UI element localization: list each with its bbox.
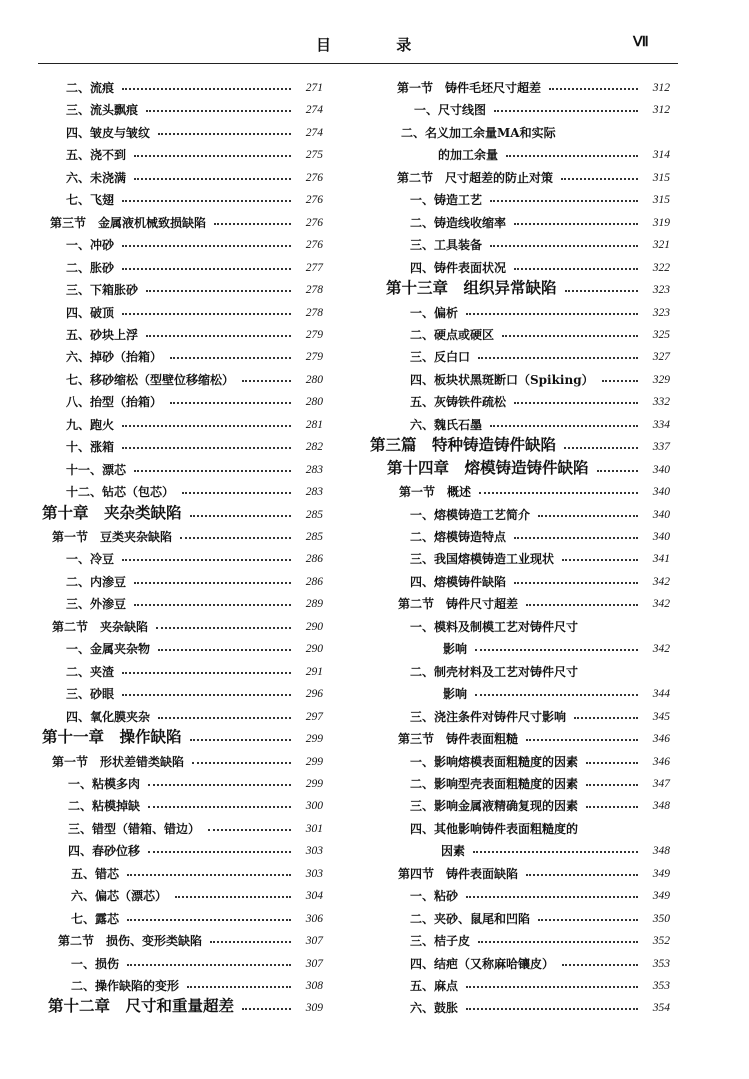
toc-entry-title: 三、砂眼 bbox=[66, 687, 115, 702]
toc-entry-page-number: 315 bbox=[652, 194, 670, 207]
leader-dots bbox=[490, 425, 638, 427]
toc-entry-page-number: 301 bbox=[305, 822, 323, 835]
leader-dots bbox=[478, 357, 638, 359]
toc-entry-page-number: 276 bbox=[305, 239, 323, 252]
toc-entry-page-number: 349 bbox=[652, 890, 670, 903]
toc-entry-page-number: 344 bbox=[652, 688, 670, 701]
toc-entry-title: 九、跑火 bbox=[66, 417, 115, 432]
toc-entry bbox=[0, 820, 749, 842]
toc-entry-title: 第二节 损伤、变形类缺陷 bbox=[58, 934, 203, 949]
toc-entry-title: 七、露芯 bbox=[71, 911, 120, 926]
toc-entry-title: 二、胀砂 bbox=[66, 260, 115, 275]
toc-entry bbox=[0, 169, 749, 191]
toc-entry-title: 二、硬点或硬区 bbox=[410, 327, 495, 342]
toc-entry-title: 第十四章 熔模铸造铸件缺陷 bbox=[387, 457, 589, 477]
toc-entry bbox=[0, 393, 749, 415]
toc-entry-title: 第三节 铸件表面粗糙 bbox=[398, 732, 519, 747]
toc-entry-title: 一、粘砂 bbox=[410, 889, 459, 904]
toc-entry-title: 第一节 概述 bbox=[399, 485, 472, 500]
toc-entry-title: 三、外渗豆 bbox=[66, 597, 127, 612]
leader-dots bbox=[538, 919, 638, 921]
toc-entry-title: 三、桔子皮 bbox=[410, 934, 471, 949]
toc-entry bbox=[0, 573, 749, 595]
leader-dots bbox=[479, 492, 638, 494]
leader-dots bbox=[466, 896, 638, 898]
toc-entry-page-number: 303 bbox=[305, 845, 323, 858]
toc-entry bbox=[0, 910, 749, 932]
toc-entry bbox=[0, 279, 749, 301]
toc-entry-page-number: 325 bbox=[652, 328, 670, 341]
toc-entry-title: 三、流头飘痕 bbox=[66, 103, 139, 118]
toc-entry-page-number: 347 bbox=[652, 777, 670, 790]
toc-entry-page-number: 286 bbox=[305, 575, 323, 588]
leader-dots bbox=[562, 964, 638, 966]
toc-entry bbox=[0, 146, 749, 168]
toc-entry-page-number: 286 bbox=[305, 553, 323, 566]
toc-entry bbox=[0, 101, 749, 123]
toc-entry bbox=[0, 528, 749, 550]
page-title: 目 录 bbox=[316, 36, 442, 54]
toc-entry-title: 六、掉砂（抬箱） bbox=[66, 350, 163, 365]
toc-entry-title: 四、皱皮与皱纹 bbox=[66, 125, 151, 140]
toc-entry-title: 一、铸造工艺 bbox=[410, 193, 483, 208]
toc-entry-title: 第二节 铸件尺寸超差 bbox=[398, 597, 519, 612]
toc-entry-title: 第一节 形状差错类缺陷 bbox=[52, 754, 185, 769]
toc-entry-title: 五、麻点 bbox=[410, 979, 459, 993]
toc-entry bbox=[0, 977, 749, 999]
toc-entry-title: 的加工余量 bbox=[438, 148, 499, 163]
toc-entry-title: 一、冲砂 bbox=[66, 238, 115, 253]
toc-entry-page-number: 323 bbox=[652, 306, 670, 319]
toc-entry-title: 第四节 铸件表面缺陷 bbox=[398, 866, 519, 881]
toc-entry-title: 四、板块状黑斑断口（Spiking） bbox=[410, 372, 594, 387]
toc-entry-page-number: 289 bbox=[305, 598, 323, 611]
toc-entry-title: 三、下箱胀砂 bbox=[66, 283, 139, 298]
toc-entry-title: 第十一章 操作缺陷 bbox=[42, 727, 182, 747]
toc-entry-page-number: 283 bbox=[305, 486, 323, 499]
toc-entry bbox=[0, 459, 749, 481]
toc-entry-page-number: 304 bbox=[305, 890, 323, 903]
leader-dots bbox=[586, 784, 638, 786]
toc-entry bbox=[0, 932, 749, 954]
toc-entry-title: 七、飞翅 bbox=[66, 193, 115, 208]
toc-entry-title: 六、鼓胀 bbox=[410, 1001, 459, 1016]
toc-entry bbox=[0, 887, 749, 909]
toc-entry-page-number: 307 bbox=[305, 957, 323, 970]
toc-entry-page-number: 283 bbox=[305, 463, 323, 476]
toc-entry-title: 四、铸件表面状况 bbox=[410, 260, 507, 275]
toc-entry bbox=[0, 214, 749, 236]
toc-entry-title: 一、偏析 bbox=[410, 305, 459, 320]
toc-entry-title: 二、制壳材料及工艺对铸件尺寸 bbox=[410, 664, 579, 679]
toc-entry-page-number: 342 bbox=[652, 575, 670, 588]
toc-entry-title: 三、工具装备 bbox=[410, 238, 483, 253]
toc-entry-page-number: 275 bbox=[305, 149, 323, 162]
toc-entry-page-number: 309 bbox=[305, 1002, 323, 1015]
toc-entry-page-number: 342 bbox=[652, 643, 670, 656]
toc-entry-page-number: 291 bbox=[305, 665, 323, 678]
toc-entry-page-number: 342 bbox=[652, 598, 670, 611]
leader-dots bbox=[597, 470, 638, 472]
toc-entry-page-number: 340 bbox=[652, 531, 670, 543]
toc-entry-page-number: 280 bbox=[305, 373, 323, 386]
leader-dots bbox=[561, 178, 638, 180]
toc-entry-page-number: 322 bbox=[652, 261, 670, 274]
toc-entry-page-number: 352 bbox=[652, 935, 670, 948]
toc-entry-page-number: 345 bbox=[652, 710, 670, 723]
leader-dots bbox=[514, 582, 638, 584]
toc-entry-title: 第一节 铸件毛坯尺寸超差 bbox=[397, 81, 542, 95]
toc-entry bbox=[0, 348, 749, 370]
toc-entry-title: 第十三章 组织异常缺陷 bbox=[386, 278, 557, 298]
toc-entry-title: 七、移砂缩松（型壁位移缩松） bbox=[66, 372, 235, 387]
toc-entry-title: 二、影响型壳表面粗糙度的因素 bbox=[410, 776, 579, 791]
toc-entry-page-number: 297 bbox=[305, 710, 323, 723]
toc-entry-page-number: 285 bbox=[305, 508, 323, 521]
leader-dots bbox=[514, 268, 638, 270]
toc-entry-title: 一、影响熔模表面粗糙度的因素 bbox=[410, 754, 579, 769]
toc-entry-page-number: 279 bbox=[305, 351, 323, 364]
toc-entry-title: 二、操作缺陷的变形 bbox=[71, 979, 180, 993]
toc-entry-title: 四、熔模铸件缺陷 bbox=[410, 574, 507, 589]
toc-entry-title: 四、其他影响铸件表面粗糙度的 bbox=[410, 821, 579, 836]
leader-dots bbox=[574, 717, 638, 719]
toc-entry bbox=[0, 304, 749, 326]
toc-entry-page-number: 340 bbox=[652, 486, 670, 499]
toc-entry-title: 六、未浇满 bbox=[66, 170, 127, 185]
toc-entry bbox=[0, 483, 749, 505]
toc-entry-title: 二、粘模掉缺 bbox=[68, 799, 141, 814]
leader-dots bbox=[502, 335, 638, 337]
toc-entry-title: 第三篇 特种铸造铸件缺陷 bbox=[370, 435, 557, 455]
toc-entry-title: 六、偏芯（漂芯） bbox=[71, 889, 168, 904]
leader-dots bbox=[602, 380, 638, 382]
leader-dots bbox=[490, 245, 638, 247]
toc-entry bbox=[0, 502, 749, 528]
toc-entry-title: 六、魏氏石墨 bbox=[410, 417, 483, 432]
toc-entry-page-number: 340 bbox=[652, 508, 670, 521]
toc-entry bbox=[0, 663, 749, 685]
toc-entry-title: 因素 bbox=[441, 844, 466, 859]
toc-entry-title: 第一节 豆类夹杂缺陷 bbox=[52, 530, 173, 544]
toc-entry-title: 三、影响金属液精确复现的因素 bbox=[410, 799, 579, 814]
toc-entry-page-number: 276 bbox=[305, 216, 323, 229]
toc-entry-page-number: 290 bbox=[305, 620, 323, 633]
toc-entry-title: 一、熔模铸造工艺简介 bbox=[410, 507, 531, 522]
toc-entry-title: 影响 bbox=[443, 642, 468, 657]
leader-dots bbox=[562, 559, 638, 561]
toc-entry-title: 三、浇注条件对铸件尺寸影响 bbox=[410, 709, 567, 724]
toc-entry-page-number: 307 bbox=[305, 935, 323, 948]
leader-dots bbox=[473, 851, 638, 853]
toc-entry-title: 一、粘模多肉 bbox=[68, 776, 141, 791]
toc-entry-page-number: 308 bbox=[305, 980, 323, 992]
toc-entry-page-number: 340 bbox=[652, 463, 670, 476]
toc-entry bbox=[0, 618, 749, 640]
toc-entry-page-number: 353 bbox=[652, 957, 670, 970]
toc-entry-page-number: 337 bbox=[652, 441, 670, 454]
toc-entry bbox=[0, 955, 749, 977]
toc-entry bbox=[0, 640, 749, 662]
toc-entry-page-number: 312 bbox=[652, 104, 670, 117]
toc-entry-title: 三、我国熔模铸造工业现状 bbox=[410, 552, 555, 567]
toc-entry-page-number: 348 bbox=[652, 800, 670, 813]
toc-entry bbox=[0, 996, 749, 1021]
toc-entry-page-number: 285 bbox=[305, 531, 323, 543]
leader-dots bbox=[506, 155, 638, 157]
toc-entry-page-number: 327 bbox=[652, 351, 670, 364]
toc-entry-title: 四、春砂位移 bbox=[68, 844, 141, 859]
leader-dots bbox=[586, 806, 638, 808]
toc-entry-page-number: 314 bbox=[652, 149, 670, 162]
toc-entry-title: 二、名义加工余量MA和实际 bbox=[401, 125, 556, 140]
leader-dots bbox=[490, 200, 638, 202]
leader-dots bbox=[475, 649, 638, 651]
toc-entry-title: 一、损伤 bbox=[71, 956, 120, 971]
toc-entry bbox=[0, 326, 749, 348]
leader-dots bbox=[478, 941, 638, 943]
toc-entry bbox=[0, 727, 749, 752]
toc-entry-title: 一、金属夹杂物 bbox=[66, 642, 151, 657]
toc-entry bbox=[0, 595, 749, 617]
toc-entry-page-number: 303 bbox=[305, 867, 323, 880]
toc-entry-page-number: 348 bbox=[652, 845, 670, 858]
toc-entry-page-number: 299 bbox=[305, 755, 323, 768]
toc-entry-page-number: 312 bbox=[652, 82, 670, 94]
toc-entry-title: 五、灰铸铁件疏松 bbox=[410, 395, 507, 410]
leader-dots bbox=[475, 694, 638, 696]
toc-entry-title: 第三节 金属液机械致损缺陷 bbox=[50, 215, 207, 230]
toc-entry-title: 五、错芯 bbox=[71, 866, 120, 881]
toc-entry-page-number: 276 bbox=[305, 171, 323, 184]
leader-dots bbox=[466, 986, 638, 988]
toc-entry-title: 五、浇不到 bbox=[66, 148, 127, 163]
toc-entry-page-number: 306 bbox=[305, 912, 323, 925]
toc-entry-title: 第十二章 尺寸和重量超差 bbox=[48, 996, 235, 1016]
toc-entry-title: 一、模料及制模工艺对铸件尺寸 bbox=[410, 619, 579, 634]
toc-entry-page-number: 346 bbox=[652, 755, 670, 768]
toc-entry-page-number: 278 bbox=[305, 284, 323, 297]
leader-dots bbox=[466, 1008, 638, 1010]
toc-entry-title: 三、反白口 bbox=[410, 350, 471, 365]
toc-entry-page-number: 315 bbox=[652, 171, 670, 184]
toc-entry-title: 十、涨箱 bbox=[66, 440, 115, 455]
toc-entry-title: 二、熔模铸造特点 bbox=[410, 530, 507, 544]
toc-entry-page-number: 282 bbox=[305, 441, 323, 454]
toc-entry-title: 十一、漂芯 bbox=[66, 462, 127, 477]
toc-entry-title: 四、氧化膜夹杂 bbox=[66, 709, 151, 724]
page-number: Ⅶ bbox=[633, 35, 649, 50]
toc-entry-title: 十二、钻芯（包芯） bbox=[66, 485, 175, 500]
toc-entry bbox=[0, 259, 749, 281]
toc-entry-title: 第二节 夹杂缺陷 bbox=[52, 619, 149, 634]
toc-entry-page-number: 341 bbox=[652, 553, 670, 566]
leader-dots bbox=[514, 402, 638, 404]
toc-entry-page-number: 299 bbox=[305, 777, 323, 790]
toc-entry-title: 二、铸造线收缩率 bbox=[410, 215, 507, 230]
leader-dots bbox=[565, 290, 638, 292]
leader-dots bbox=[494, 110, 638, 112]
toc-entry-page-number: 350 bbox=[652, 912, 670, 925]
leader-dots bbox=[564, 447, 638, 449]
toc-entry-title: 五、砂块上浮 bbox=[66, 327, 139, 342]
toc-entry bbox=[0, 236, 749, 258]
toc-entry-page-number: 346 bbox=[652, 733, 670, 746]
toc-entry-title: 一、冷豆 bbox=[66, 552, 115, 567]
toc-entry bbox=[0, 550, 749, 572]
toc-entry-title: 第二节 尺寸超差的防止对策 bbox=[397, 170, 554, 185]
toc-entry-page-number: 290 bbox=[305, 643, 323, 656]
toc-entry bbox=[0, 191, 749, 213]
toc-entry-title: 二、夹渣 bbox=[66, 664, 115, 679]
leader-dots bbox=[514, 223, 638, 225]
toc-entry-page-number: 349 bbox=[652, 867, 670, 880]
toc-entry-page-number: 300 bbox=[305, 800, 323, 813]
toc-entry-title: 二、流痕 bbox=[66, 81, 115, 95]
toc-entry bbox=[0, 124, 749, 146]
toc-entry-title: 八、抬型（抬箱） bbox=[66, 395, 163, 410]
toc-entry-title: 第十章 夹杂类缺陷 bbox=[42, 502, 182, 522]
toc-entry-page-number: 334 bbox=[652, 418, 670, 431]
toc-entry-page-number: 274 bbox=[305, 104, 323, 117]
toc-entry-title: 影响 bbox=[443, 687, 468, 702]
toc-entry bbox=[0, 865, 749, 887]
toc-entry-title: 二、夹砂、鼠尾和凹陷 bbox=[410, 911, 531, 926]
toc-entry-page-number: 281 bbox=[305, 418, 323, 431]
toc-entry-page-number: 299 bbox=[305, 733, 323, 746]
leader-dots bbox=[526, 874, 638, 876]
toc-entry-page-number: 332 bbox=[652, 396, 670, 409]
toc-entry-title: 一、尺寸线图 bbox=[414, 103, 487, 118]
toc-entry bbox=[0, 775, 749, 797]
toc-entry bbox=[0, 371, 749, 393]
toc-entry-page-number: 354 bbox=[652, 1002, 670, 1015]
toc-entry-page-number: 277 bbox=[305, 261, 323, 274]
toc-entry-page-number: 353 bbox=[652, 980, 670, 992]
toc-entry-page-number: 280 bbox=[305, 396, 323, 409]
toc-entry-page-number: 274 bbox=[305, 126, 323, 139]
leader-dots bbox=[549, 88, 638, 90]
leader-dots bbox=[538, 515, 638, 517]
leader-dots bbox=[526, 739, 638, 741]
toc-entry bbox=[0, 436, 749, 458]
toc-entry-title: 四、破顶 bbox=[66, 305, 115, 320]
toc-entry bbox=[0, 797, 749, 819]
toc-entry-page-number: 278 bbox=[305, 306, 323, 319]
toc-entry-page-number: 271 bbox=[305, 82, 323, 94]
toc-entry-page-number: 323 bbox=[652, 284, 670, 297]
toc-entry-page-number: 276 bbox=[305, 194, 323, 207]
toc-entry bbox=[0, 842, 749, 864]
leader-dots bbox=[514, 537, 638, 539]
leader-dots bbox=[466, 313, 638, 315]
toc-entry bbox=[0, 708, 749, 730]
toc-entry-page-number: 321 bbox=[652, 239, 670, 252]
toc-entry-title: 三、错型（错箱、错边） bbox=[68, 821, 201, 836]
toc-entry-page-number: 279 bbox=[305, 328, 323, 341]
toc-entry-title: 二、内渗豆 bbox=[66, 574, 127, 589]
leader-dots bbox=[526, 604, 638, 606]
toc-entry-page-number: 319 bbox=[652, 216, 670, 229]
toc-entry bbox=[0, 79, 749, 101]
leader-dots bbox=[586, 762, 638, 764]
toc-entry-title: 四、结疤（又称麻哈镶皮） bbox=[410, 956, 555, 971]
toc-entry-page-number: 329 bbox=[652, 373, 670, 386]
toc-entry-page-number: 296 bbox=[305, 688, 323, 701]
toc-entry bbox=[0, 753, 749, 775]
toc-entry bbox=[0, 685, 749, 707]
